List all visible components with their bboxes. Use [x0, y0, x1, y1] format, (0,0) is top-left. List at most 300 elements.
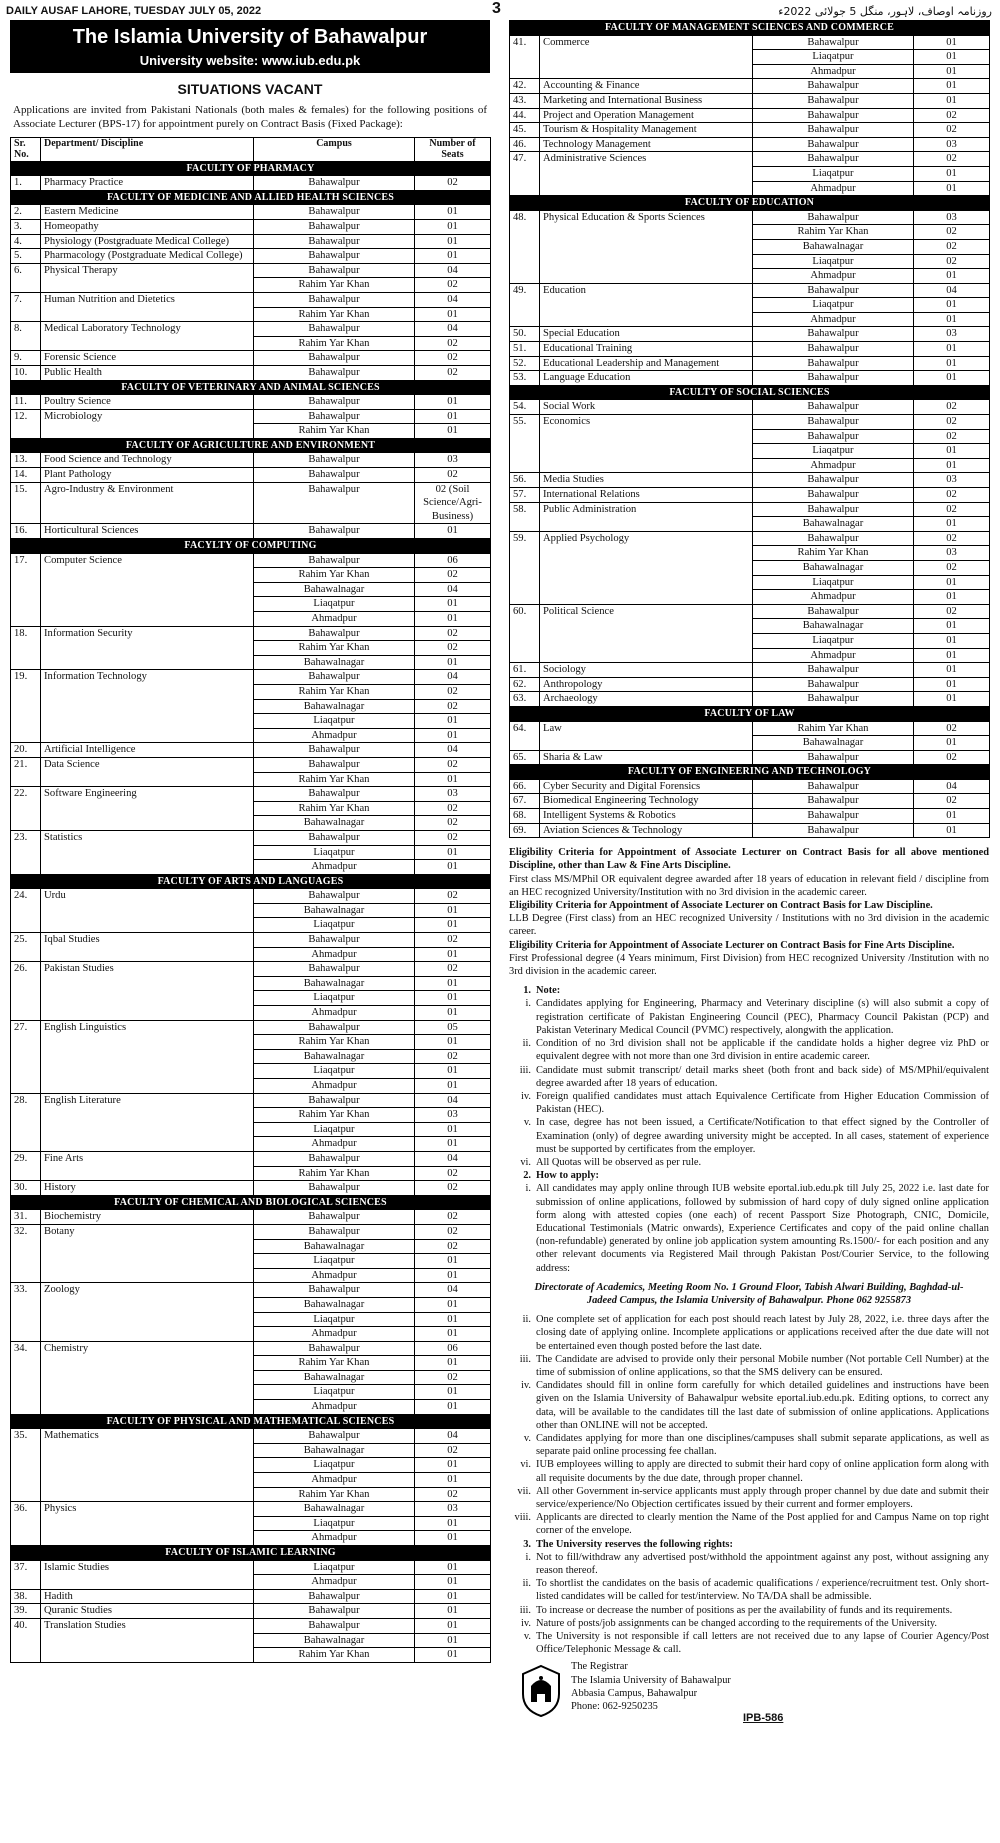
serial-number: 18.	[11, 626, 41, 670]
criteria-body: LLB Degree (First class) from an HEC recognized University / Institutions with no 3rd division in the academic career.	[509, 913, 989, 938]
serial-number: 60.	[510, 604, 540, 662]
seat-count: 02	[415, 933, 491, 948]
campus-name: Bahawalpur	[254, 482, 415, 524]
note-item-text: Condition of no 3rd division shall not be applicable if the candidate holds a higher degree viz PhD or equivalent degree with not more than one 3rd division in entire academic career.	[536, 1038, 989, 1063]
seat-count: 01	[415, 1006, 491, 1021]
discipline-name: Forensic Science	[41, 351, 254, 366]
campus-name: Ahmadpur	[753, 181, 914, 196]
campus-name: Rahim Yar Khan	[254, 1487, 415, 1502]
rights-item-number: iv.	[520, 1617, 531, 1629]
campus-name: Ahmadpur	[753, 590, 914, 605]
campus-name: Bahawalpur	[254, 365, 415, 380]
table-row	[11, 292, 491, 307]
seat-count: 01	[415, 1618, 491, 1633]
campus-name: Bahawalnagar	[254, 816, 415, 831]
serial-number: 29.	[11, 1151, 41, 1180]
seat-count: 02	[415, 1487, 491, 1502]
campus-name: Bahawalpur	[254, 205, 415, 220]
campus-name: Bahawalpur	[254, 757, 415, 772]
seat-count: 01	[914, 356, 990, 371]
rights-item-text: To increase or decrease the number of positions as per the availability of funds and its requirements.	[536, 1604, 953, 1616]
faculty-heading: FACULTY OF ISLAMIC LEARNING	[11, 1546, 491, 1561]
seat-count: 01	[415, 1589, 491, 1604]
serial-number: 51.	[510, 342, 540, 357]
discipline-name: Special Education	[540, 327, 753, 342]
discipline-name: Mathematics	[41, 1429, 254, 1502]
positions-table-left	[10, 137, 491, 1663]
campus-name: Liaqatpur	[254, 1516, 415, 1531]
campus-name: Bahawalpur	[254, 1341, 415, 1356]
campus-name: Rahim Yar Khan	[254, 336, 415, 351]
registrar-block	[571, 1660, 731, 1713]
serial-number: 34.	[11, 1341, 41, 1414]
serial-number: 46.	[510, 137, 540, 152]
apply-item-text: One complete set of application for each post should reach latest by July 28, 2022, i.e. three days after the closing date of applying online. Incomplete applications or applications received after the due date will not be entertained even though posted before the last date.	[536, 1314, 989, 1352]
serial-number: 67.	[510, 794, 540, 809]
table-row	[510, 108, 990, 123]
campus-name: Liaqatpur	[254, 918, 415, 933]
discipline-name: Education	[540, 283, 753, 327]
seat-count: 02	[914, 254, 990, 269]
campus-name: Liaqatpur	[254, 1122, 415, 1137]
campus-name: Bahawalpur	[753, 823, 914, 838]
faculty-row	[510, 765, 990, 780]
serial-number: 4.	[11, 234, 41, 249]
table-row	[11, 1429, 491, 1444]
serial-number: 63.	[510, 692, 540, 707]
seat-count: 02	[415, 816, 491, 831]
campus-name: Liaqatpur	[753, 575, 914, 590]
header-campus: Campus	[254, 137, 415, 161]
seat-count: 02	[914, 560, 990, 575]
campus-name: Bahawalpur	[254, 787, 415, 802]
seat-count: 02	[914, 794, 990, 809]
campus-name: Bahawalpur	[753, 93, 914, 108]
serial-number: 8.	[11, 322, 41, 351]
serial-number: 10.	[11, 365, 41, 380]
apply-item-text: Applicants are directed to clearly mention the Name of the Post applied for and Campus Name on top right corner of the envelope.	[536, 1512, 989, 1537]
registrar-phone: Phone: 062-9250235	[571, 1701, 658, 1713]
serial-number: 21.	[11, 757, 41, 786]
campus-name: Bahawalpur	[753, 502, 914, 517]
seat-count: 02	[415, 1210, 491, 1225]
table-row	[510, 123, 990, 138]
campus-name: Bahawalnagar	[254, 699, 415, 714]
faculty-row	[11, 1546, 491, 1561]
note-item	[509, 1064, 989, 1090]
seat-count: 02	[914, 123, 990, 138]
table-row	[11, 365, 491, 380]
campus-name: Bahawalpur	[254, 1589, 415, 1604]
campus-name: Bahawalpur	[254, 219, 415, 234]
seat-count: 03	[415, 787, 491, 802]
table-row	[510, 794, 990, 809]
seat-count: 01	[415, 1268, 491, 1283]
seat-count: 02	[415, 351, 491, 366]
apply-item	[509, 1379, 989, 1432]
discipline-name: Sociology	[540, 663, 753, 678]
campus-name: Bahawalnagar	[254, 1443, 415, 1458]
serial-number: 50.	[510, 327, 540, 342]
discipline-name: Botany	[41, 1224, 254, 1282]
seat-count: 02	[415, 699, 491, 714]
seat-count: 03	[415, 1108, 491, 1123]
seat-count: 02	[914, 750, 990, 765]
campus-name: Bahawalpur	[254, 889, 415, 904]
table-body-left	[11, 161, 491, 1662]
discipline-name: Applied Psychology	[540, 531, 753, 604]
university-website: University website: www.iub.edu.pk	[139, 53, 361, 68]
campus-name: Liaqatpur	[254, 1312, 415, 1327]
seat-count: 03	[914, 546, 990, 561]
seat-count: 01	[914, 342, 990, 357]
table-row	[510, 137, 990, 152]
campus-name: Bahawalpur	[254, 351, 415, 366]
seat-count: 02	[914, 604, 990, 619]
seat-count: 02	[914, 239, 990, 254]
apply-item-number: viii.	[514, 1512, 531, 1524]
apply-item	[509, 1432, 989, 1458]
seat-count: 04	[415, 1151, 491, 1166]
campus-name: Rahim Yar Khan	[254, 641, 415, 656]
discipline-name: Social Work	[540, 400, 753, 415]
seat-count: 01	[914, 633, 990, 648]
discipline-name: Educational Leadership and Management	[540, 356, 753, 371]
table-row	[510, 356, 990, 371]
seat-count: 01	[415, 234, 491, 249]
table-row	[11, 670, 491, 685]
discipline-name: Chemistry	[41, 1341, 254, 1414]
serial-number: 40.	[11, 1618, 41, 1662]
discipline-name: Archaeology	[540, 692, 753, 707]
campus-name: Liaqatpur	[254, 1064, 415, 1079]
faculty-row	[11, 161, 491, 176]
table-row	[11, 933, 491, 948]
seat-count: 01	[415, 1473, 491, 1488]
seat-count: 01	[914, 79, 990, 94]
serial-number: 3.	[11, 219, 41, 234]
table-row	[11, 322, 491, 337]
campus-name: Bahawalpur	[254, 453, 415, 468]
discipline-name: Poultry Science	[41, 395, 254, 410]
seat-count: 01	[415, 1356, 491, 1371]
campus-name: Ahmadpur	[753, 312, 914, 327]
discipline-name: Biochemistry	[41, 1210, 254, 1225]
serial-number: 58.	[510, 502, 540, 531]
discipline-name: International Relations	[540, 488, 753, 503]
serial-number: 20.	[11, 743, 41, 758]
seat-count: 01	[914, 312, 990, 327]
campus-name: Bahawalpur	[753, 342, 914, 357]
seat-count: 06	[415, 553, 491, 568]
serial-number: 69.	[510, 823, 540, 838]
apply-item-number: v.	[523, 1432, 531, 1444]
table-row	[510, 79, 990, 94]
campus-name: Bahawalpur	[254, 322, 415, 337]
table-row	[510, 721, 990, 736]
campus-name: Bahawalpur	[254, 1181, 415, 1196]
campus-name: Liaqatpur	[254, 1560, 415, 1575]
seat-count: 04	[415, 322, 491, 337]
rights-item-text: Nature of posts/job assignments can be changed according to the requirements of the University.	[536, 1617, 937, 1629]
campus-name: Liaqatpur	[753, 444, 914, 459]
campus-name: Bahawalpur	[753, 488, 914, 503]
campus-name: Bahawalnagar	[753, 736, 914, 751]
serial-number: 38.	[11, 1589, 41, 1604]
discipline-name: Physical Therapy	[41, 263, 254, 292]
rights-item-number: i.	[525, 1551, 531, 1563]
seat-count: 02	[415, 641, 491, 656]
discipline-name: Plant Pathology	[41, 468, 254, 483]
campus-name: Bahawalnagar	[254, 1049, 415, 1064]
page-number: 3	[492, 0, 501, 17]
seat-count: 01	[415, 1458, 491, 1473]
campus-name: Bahawalpur	[753, 137, 914, 152]
table-row	[510, 531, 990, 546]
rights-item	[509, 1617, 989, 1630]
discipline-name: English Linguistics	[41, 1020, 254, 1093]
discipline-name: Political Science	[540, 604, 753, 662]
faculty-row	[11, 539, 491, 554]
serial-number: 49.	[510, 283, 540, 327]
serial-number: 39.	[11, 1604, 41, 1619]
faculty-heading: FACULTY OF ARTS AND LANGUAGES	[11, 874, 491, 889]
discipline-name: Administrative Sciences	[540, 152, 753, 196]
table-row	[11, 205, 491, 220]
seat-count: 02	[415, 1049, 491, 1064]
discipline-name: Information Technology	[41, 670, 254, 743]
campus-name: Liaqatpur	[254, 845, 415, 860]
table-row	[510, 823, 990, 838]
campus-name: Bahawalpur	[753, 794, 914, 809]
discipline-name: Physics	[41, 1502, 254, 1546]
seat-count: 02	[415, 801, 491, 816]
serial-number: 47.	[510, 152, 540, 196]
campus-name: Bahawalpur	[254, 249, 415, 264]
campus-name: Liaqatpur	[254, 991, 415, 1006]
faculty-heading: FACULTY OF ENGINEERING AND TECHNOLOGY	[510, 765, 990, 780]
seat-count: 04	[914, 283, 990, 298]
serial-number: 42.	[510, 79, 540, 94]
table-row	[11, 830, 491, 845]
campus-name: Bahawalpur	[753, 809, 914, 824]
campus-name: Liaqatpur	[254, 1458, 415, 1473]
faculty-heading: FACYLTY OF COMPUTING	[11, 539, 491, 554]
campus-name: Rahim Yar Khan	[753, 546, 914, 561]
campus-name: Ahmadpur	[753, 64, 914, 79]
discipline-name: Food Science and Technology	[41, 453, 254, 468]
seat-count: 01	[415, 772, 491, 787]
campus-name: Bahawalnagar	[753, 560, 914, 575]
table-row	[510, 604, 990, 619]
table-row	[11, 395, 491, 410]
campus-name: Bahawalpur	[753, 750, 914, 765]
serial-number: 59.	[510, 531, 540, 604]
header-seats: Number of Seats	[415, 137, 491, 161]
campus-name: Bahawalnagar	[254, 1502, 415, 1517]
discipline-name: Agro-Industry & Environment	[41, 482, 254, 524]
campus-name: Bahawalnagar	[254, 1239, 415, 1254]
campus-name: Bahawalpur	[753, 210, 914, 225]
note-item-text: Candidate must submit transcript/ detail marks sheet (both front and back side) of MS/MPhil/equivalent degree awarded after 18 years of education.	[536, 1064, 989, 1089]
registrar-line: Abbasia Campus, Bahawalpur	[571, 1687, 698, 1699]
seat-count: 01	[415, 205, 491, 220]
serial-number: 44.	[510, 108, 540, 123]
table-row	[11, 1618, 491, 1633]
table-row	[510, 750, 990, 765]
table-row	[11, 1151, 491, 1166]
discipline-name: Islamic Studies	[41, 1560, 254, 1589]
seat-count: 01	[415, 524, 491, 539]
serial-number: 25.	[11, 933, 41, 962]
seat-count: 01	[415, 1633, 491, 1648]
seat-count: 02	[914, 152, 990, 167]
note-item	[509, 1037, 989, 1063]
eligibility-criteria	[509, 846, 989, 978]
discipline-name: Pakistan Studies	[41, 962, 254, 1020]
seat-count: 02	[415, 830, 491, 845]
campus-name: Bahawalnagar	[254, 1370, 415, 1385]
seat-count: 02	[415, 336, 491, 351]
serial-number: 32.	[11, 1224, 41, 1282]
seat-count: 01	[914, 663, 990, 678]
seat-count: 04	[415, 1283, 491, 1298]
table-row	[510, 210, 990, 225]
campus-name: Rahim Yar Khan	[753, 225, 914, 240]
serial-number: 24.	[11, 889, 41, 933]
serial-number: 11.	[11, 395, 41, 410]
table-row	[510, 93, 990, 108]
table-row	[510, 415, 990, 430]
campus-name: Bahawalpur	[254, 1151, 415, 1166]
intro-paragraph: Applications are invited from Pakistani Nationals (both males & females) for the following positions of Associate Lecturer (BPS-17) for appointment purely on Contract Basis (Fixed Package):	[13, 104, 487, 131]
table-row	[510, 473, 990, 488]
campus-name: Ahmadpur	[254, 1473, 415, 1488]
seat-count: 01	[914, 64, 990, 79]
rights-item	[509, 1577, 989, 1603]
apply-item	[509, 1458, 989, 1484]
table-row	[510, 342, 990, 357]
seat-count: 01	[415, 1604, 491, 1619]
campus-name: Bahawalpur	[254, 1020, 415, 1035]
campus-name: Bahawalpur	[753, 692, 914, 707]
discipline-name: Computer Science	[41, 553, 254, 626]
apply-item-text: Candidates applying for more than one disciplines/campuses shall submit separate applications, as well as separate paid online processing fee challan.	[536, 1432, 989, 1458]
table-row	[11, 1589, 491, 1604]
seat-count: 02	[914, 415, 990, 430]
seat-count: 02	[415, 468, 491, 483]
table-row	[510, 327, 990, 342]
seat-count: 01	[415, 903, 491, 918]
discipline-name: Zoology	[41, 1283, 254, 1341]
campus-name: Bahawalpur	[753, 356, 914, 371]
table-row	[11, 351, 491, 366]
apply-item	[509, 1353, 989, 1379]
seat-count: 02	[415, 1239, 491, 1254]
serial-number: 16.	[11, 524, 41, 539]
table-row	[11, 1210, 491, 1225]
discipline-name: Technology Management	[540, 137, 753, 152]
seat-count: 01	[914, 809, 990, 824]
registrar-line: The Registrar	[571, 1661, 628, 1673]
table-row	[11, 962, 491, 977]
table-row	[11, 409, 491, 424]
faculty-row	[11, 1414, 491, 1429]
discipline-name: Anthropology	[540, 677, 753, 692]
campus-name: Bahawalnagar	[254, 1633, 415, 1648]
rights-heading: The University reserves the following rights:	[536, 1538, 733, 1550]
table-row	[11, 743, 491, 758]
serial-number: 7.	[11, 292, 41, 321]
seat-count: 02	[415, 757, 491, 772]
seat-count: 01	[914, 575, 990, 590]
seat-count: 01	[415, 860, 491, 875]
seat-count: 01	[415, 1516, 491, 1531]
discipline-name: Urdu	[41, 889, 254, 933]
discipline-name: Translation Studies	[41, 1618, 254, 1662]
campus-name: Bahawalpur	[254, 962, 415, 977]
university-title: The Islamia University of Bahawalpur	[72, 26, 428, 48]
faculty-heading: FACULTY OF LAW	[510, 706, 990, 721]
seat-count: 06	[415, 1341, 491, 1356]
serial-number: 9.	[11, 351, 41, 366]
table-row	[11, 468, 491, 483]
discipline-name: Quranic Studies	[41, 1604, 254, 1619]
seat-count: 02	[415, 962, 491, 977]
table-row	[510, 283, 990, 298]
campus-name: Ahmadpur	[254, 728, 415, 743]
campus-name: Rahim Yar Khan	[254, 278, 415, 293]
seat-count: 01	[415, 1385, 491, 1400]
discipline-name: Hadith	[41, 1589, 254, 1604]
serial-number: 14.	[11, 468, 41, 483]
campus-name: Bahawalpur	[753, 371, 914, 386]
campus-name: Bahawalpur	[753, 327, 914, 342]
faculty-row	[510, 706, 990, 721]
seat-count: 01	[914, 458, 990, 473]
seat-count: 04	[914, 779, 990, 794]
discipline-name: Project and Operation Management	[540, 108, 753, 123]
seat-count: 01	[914, 736, 990, 751]
seat-count: 01	[415, 991, 491, 1006]
campus-name: Ahmadpur	[254, 1327, 415, 1342]
seat-count: 01	[415, 728, 491, 743]
campus-name: Rahim Yar Khan	[254, 307, 415, 322]
serial-number: 5.	[11, 249, 41, 264]
seat-count: 01	[914, 166, 990, 181]
discipline-name: Physiology (Postgraduate Medical College)	[41, 234, 254, 249]
serial-number: 64.	[510, 721, 540, 750]
campus-name: Ahmadpur	[254, 1137, 415, 1152]
campus-name: Bahawalnagar	[254, 903, 415, 918]
footer	[509, 1660, 989, 1740]
table-row	[510, 35, 990, 50]
table-row	[11, 482, 491, 524]
seat-count: 02	[415, 1166, 491, 1181]
seat-count: 02	[415, 1370, 491, 1385]
discipline-name: Public Administration	[540, 502, 753, 531]
seat-count: 01	[914, 517, 990, 532]
seat-count: 01	[415, 1137, 491, 1152]
seat-count: 01	[914, 619, 990, 634]
discipline-name: Human Nutrition and Dietetics	[41, 292, 254, 321]
criteria-body: First class MS/MPhil OR equivalent degree awarded after 18 years of education in relevant field / discipline from an HEC recognized University/Institution with no 3rd division in the academic career.	[509, 873, 989, 898]
faculty-row	[11, 380, 491, 395]
serial-number: 41.	[510, 35, 540, 79]
note-item	[509, 1090, 989, 1116]
note-item-text: All Quotas will be observed as per rule.	[536, 1156, 702, 1168]
discipline-name: Horticultural Sciences	[41, 524, 254, 539]
